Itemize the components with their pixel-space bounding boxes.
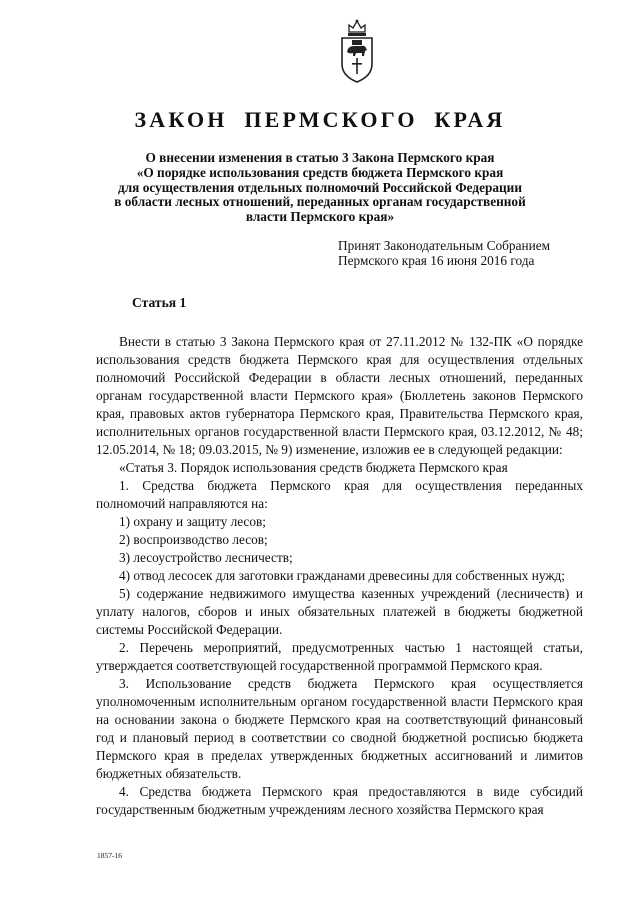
paragraph: Внести в статью 3 Закона Пермского края от 27.11.2012 № 132-ПК «О порядке использования средств бюджета Пермского края для осуществления отдельных полномочий Российской Федерации в области лесных отношений, переданных органам государственной власти Пермского края» (Бюллетень законов Пермского края, правовых актов губернатора Пермского края, Правительства Пермского края, исполнительных органов государственной власти Пермского края, 03.12.2012, № 48; 12.05.2014, № 18; 09.03.2015, № 9) изменение, изложив ее в следующей редакции:	[96, 334, 583, 457]
paragraph: 1) охрану и защиту лесов;	[119, 514, 266, 529]
article-body	[96, 333, 583, 819]
adoption-line: Принят Законодательным Собранием	[338, 238, 551, 253]
paragraph: 2) воспроизводство лесов;	[119, 532, 268, 547]
paragraph: 3) лесоустройство лесничеств;	[119, 550, 293, 565]
subtitle-line: О внесении изменения в статью 3 Закона Пермского края	[145, 150, 495, 165]
law-subtitle	[90, 151, 550, 225]
document-code: 1857-16	[97, 851, 122, 860]
paragraph: 1. Средства бюджета Пермского края для осуществления переданных полномочий направляются на:	[96, 478, 583, 511]
article-heading: Статья 1	[132, 295, 187, 310]
paragraph: «Статья 3. Порядок использования средств бюджета Пермского края	[119, 460, 508, 475]
paragraph: 4. Средства бюджета Пермского края предоставляются в виде субсидий государственным бюджетным учреждениям лесного хозяйства Пермского края	[96, 784, 583, 817]
law-title: ЗАКОН ПЕРМСКОГО КРАЯ	[134, 107, 506, 132]
paragraph: 5) содержание недвижимого имущества казенных учреждений (лесничеств) и уплату налогов, сборов и иных обязательных платежей в бюджеты бюджетной системы Российской Федерации.	[96, 586, 583, 637]
coat-of-arms-icon	[339, 18, 375, 84]
paragraph: 3. Использование средств бюджета Пермского края осуществляется уполномоченным исполнительным органом государственной власти Пермского края на основании закона о бюджете Пермского края на соответствующий финансовый год и плановый период в соответствии со сводной бюджетной росписью бюджета Пермского края в пределах утвержденных бюджетных ассигнований и лимитов бюджетных обязательств.	[96, 676, 583, 781]
adoption-line: Пермского края 16 июня 2016 года	[338, 252, 535, 268]
paragraph: 2. Перечень мероприятий, предусмотренных частью 1 настоящей статьи, утверждается соответствующей государственной программой Пермского края.	[96, 640, 583, 673]
subtitle-line: в области лесных отношений, переданных органам государственной	[114, 194, 526, 210]
adoption-note	[338, 239, 550, 269]
subtitle-line: для осуществления отдельных полномочий Российской Федерации	[118, 179, 522, 195]
paragraph: 4) отвод лесосек для заготовки гражданами древесины для собственных нужд;	[119, 568, 565, 583]
subtitle-line: власти Пермского края»	[245, 209, 395, 225]
subtitle-line: «О порядке использования средств бюджета Пермского края	[136, 164, 504, 180]
